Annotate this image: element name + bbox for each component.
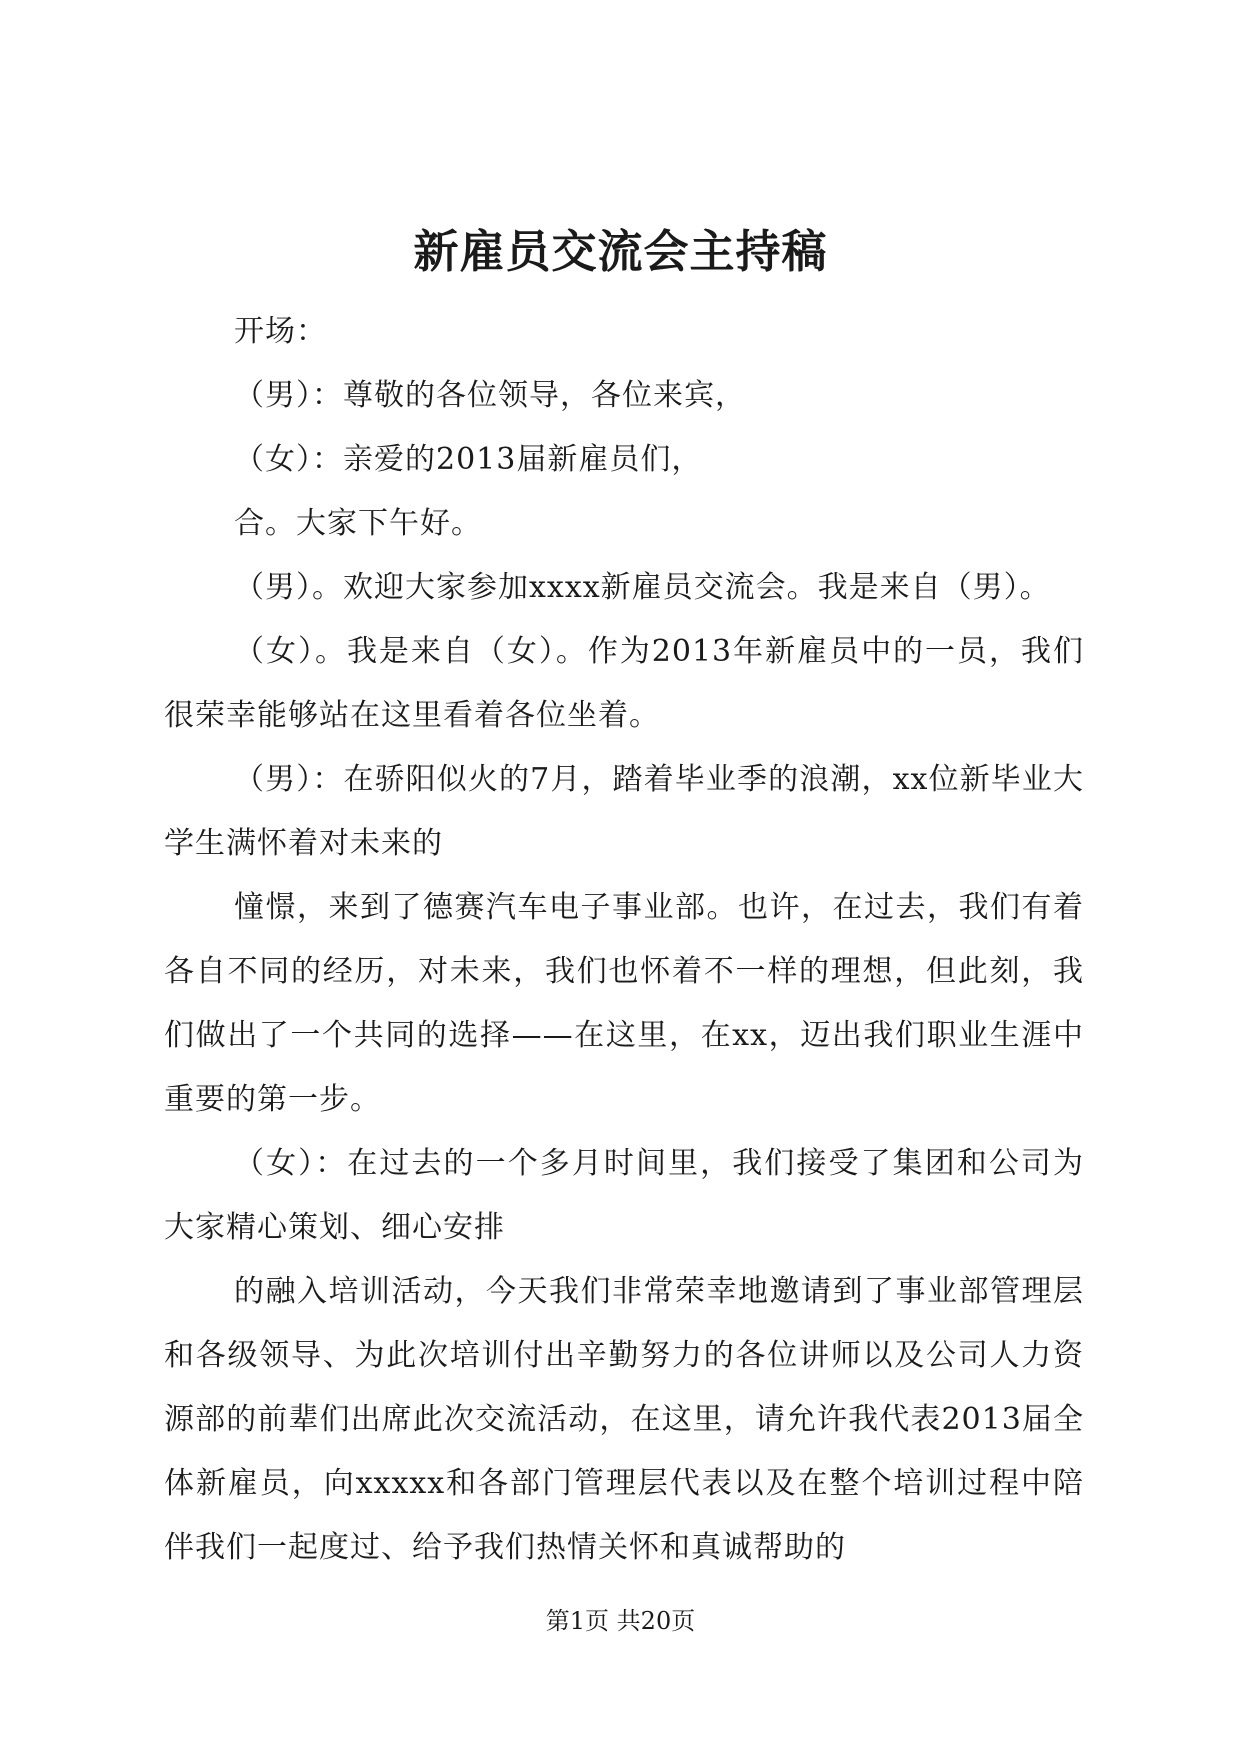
paragraph-welcome: （男）。欢迎大家参加xxxx新雇员交流会。我是来自（男）。 bbox=[234, 570, 1051, 605]
paragraph-male-greeting: （男）：尊敬的各位领导，各位来宾， bbox=[234, 378, 746, 413]
document-title: 新雇员交流会主持稿 bbox=[413, 225, 828, 278]
paragraph-male-july: （男）：在骄阳似火的7月，踏着毕业季的浪潮，xx位新毕业大学生满怀着对未来的 bbox=[164, 762, 1084, 861]
page-footer: 第1页 共20页 bbox=[545, 1607, 696, 1635]
paragraph-thanks: 的融入培训活动，今天我们非常荣幸地邀请到了事业部管理层和各级领导、为此次培训付出辛勤努力的各位讲师以及公司人力资源部的前辈们出席此次交流活动，在这里，请允许我代表2013届全体新雇员，向xxxxx和各部门管理层代表以及在整个培训过程中陪伴我们一起度过、给予我们热情关怀和真诚帮助的 bbox=[164, 1274, 1084, 1565]
paragraph-opening: 开场： bbox=[234, 314, 327, 349]
paragraph-together: 合。大家下午好。 bbox=[234, 506, 482, 541]
paragraph-female-greeting: （女）：亲爱的2013届新雇员们， bbox=[234, 442, 703, 477]
document-body bbox=[164, 300, 1084, 1580]
paragraph-female-intro: （女）。我是来自（女）。作为2013年新雇员中的一员，我们很荣幸能够站在这里看着各位坐着。 bbox=[164, 634, 1084, 733]
paragraph-female-training: （女）：在过去的一个多月时间里，我们接受了集团和公司为大家精心策划、细心安排 bbox=[164, 1146, 1084, 1245]
paragraph-aspiration: 憧憬，来到了德赛汽车电子事业部。也许，在过去，我们有着各自不同的经历，对未来，我们也怀着不一样的理想，但此刻，我们做出了一个共同的选择——在这里，在xx，迈出我们职业生涯中重要的第一步。 bbox=[164, 890, 1084, 1117]
